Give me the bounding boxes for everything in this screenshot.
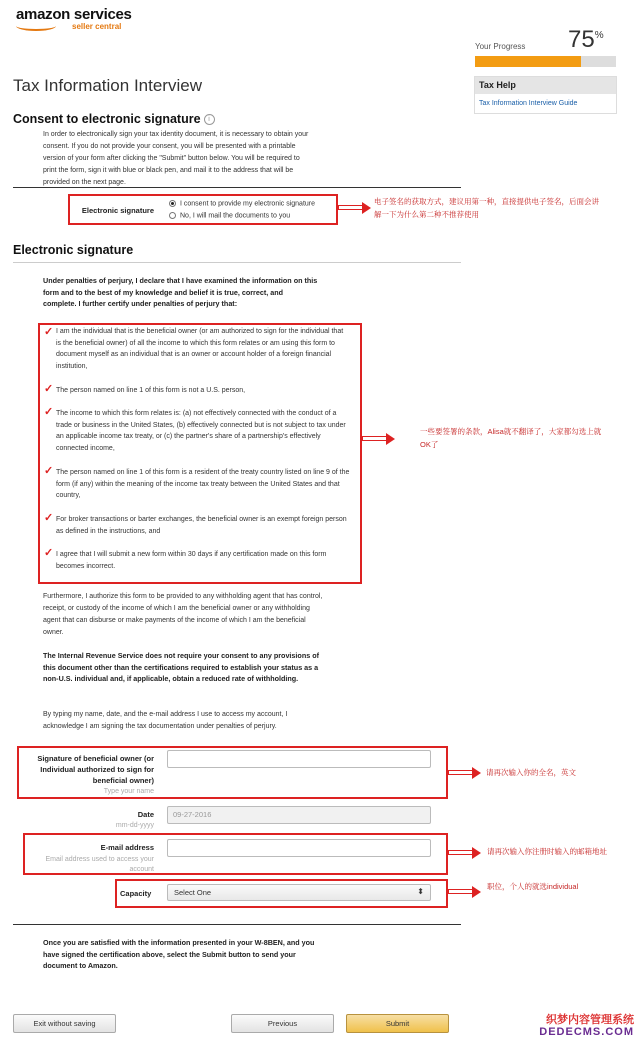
amazon-smile-icon	[16, 21, 56, 31]
tax-help-panel	[474, 76, 617, 114]
progress-bar	[475, 56, 616, 67]
authorize-text: Furthermore, I authorize this form to be provided to any withholding agent that has control, receipt, or custody of the income of which I am the beneficial owner or any withholding agent that can disburse or make payments of the income of which I am the beneficial owner.	[43, 593, 323, 636]
annotation-arrow	[362, 436, 388, 441]
certification-item: The person named on line 1 of this form is a resident of the treaty country listed on line 9 of the form (if any) within the meaning of the income tax treaty between the United States and that country,	[56, 469, 350, 499]
amazon-services-logo: amazon services	[16, 6, 132, 23]
progress-label: Your Progress	[475, 42, 526, 51]
select-arrows-icon: ⬍	[417, 887, 424, 896]
consent-heading: Consent to electronic signature i	[13, 112, 215, 126]
submit-button[interactable]: Submit	[346, 1014, 449, 1033]
divider	[13, 924, 461, 925]
annotation-email: 请再次输入你注册时输入的邮箱地址	[487, 847, 607, 856]
date-input: 09-27-2016	[167, 806, 431, 824]
radio-empty-icon[interactable]	[169, 212, 176, 219]
radio-selected-icon[interactable]	[169, 200, 176, 207]
arrow-head-icon	[472, 767, 481, 779]
email-hint: Email address used to access your account	[45, 856, 154, 873]
annotation-consent: 电子签名的获取方式，建议用第一种，直接提供电子签名，后面会讲解一下为什么第二种不推荐使用	[374, 197, 599, 219]
electronic-signature-label: Electronic signature	[81, 206, 154, 215]
annotation-arrow	[448, 889, 474, 894]
annotation-capacity: 职位，个人的就选individual	[487, 882, 579, 891]
arrow-head-icon	[362, 202, 371, 214]
certification-item: I am the individual that is the beneficial owner (or am authorized to sign for the individual that is the beneficial owner) of all the income to which this form relates or am using this form to document myself as an individual that is an owner or account holder of a foreign financial institution,	[56, 328, 344, 370]
irs-statement: The Internal Revenue Service does not require your consent to any provisions of this document other than the certifications required to establish your status as a non-U.S. individual and, if applicable, obtain a reduced rate of withholding.	[43, 651, 319, 683]
info-icon[interactable]: i	[204, 114, 215, 125]
annotation-arrow	[338, 205, 364, 210]
date-hint: mm-dd-yyyy	[115, 822, 154, 829]
email-input[interactable]	[167, 839, 431, 857]
divider	[13, 187, 461, 188]
checkbox-checked-icon[interactable]: ✓	[44, 512, 54, 524]
tax-interview-guide-link[interactable]: Tax Information Interview Guide	[479, 100, 578, 107]
checkbox-checked-icon[interactable]: ✓	[44, 406, 54, 418]
annotation-arrow	[448, 850, 474, 855]
tax-help-title: Tax Help	[475, 77, 616, 94]
typing-acknowledgment: By typing my name, date, and the e-mail address I use to access my account, I acknowledge I am signing the tax documentation under penalties of perjury.	[43, 711, 288, 730]
progress-percent: 75%	[568, 26, 604, 53]
annotation-certifications: 一些要签署的条款，Alisa就不翻译了，大家都勾选上就OK了	[420, 427, 602, 449]
perjury-statement: Under penalties of perjury, I declare that I have examined the information on this form and to the best of my knowledge and belief it is true, correct, and complete. I further certify under penalties of perjury that:	[43, 276, 318, 308]
owner-name-input[interactable]	[167, 750, 431, 768]
watermark-domain: DEDECMS.COM	[539, 1026, 634, 1038]
certification-item: I agree that I will submit a new form within 30 days if any certification made on this form becomes incorrect.	[56, 551, 327, 570]
annotation-arrow	[448, 770, 474, 775]
capacity-label: Capacity	[120, 889, 152, 898]
consent-radio-option[interactable]: I consent to provide my electronic signature	[169, 200, 315, 207]
page-title: Tax Information Interview	[13, 76, 202, 95]
certification-item: The person named on line 1 of this form is not a U.S. person,	[56, 387, 246, 394]
watermark-text: 织梦内容管理系统	[546, 1014, 634, 1026]
progress-bar-fill	[475, 56, 581, 67]
arrow-head-icon	[472, 886, 481, 898]
seller-central-label: seller central	[72, 22, 122, 31]
arrow-head-icon	[386, 433, 395, 445]
final-note: Once you are satisfied with the information presented in your W-8BEN, and you have signed the certification above, select the Submit button to send your document to Amazon.	[43, 938, 315, 970]
owner-name-hint: Type your name	[103, 788, 154, 795]
date-label: Date	[137, 810, 154, 819]
checkbox-checked-icon[interactable]: ✓	[44, 326, 54, 338]
exit-without-saving-button[interactable]: Exit without saving	[13, 1014, 116, 1033]
certification-item: For broker transactions or barter exchanges, the beneficial owner is an exempt foreign person as defined in the instructions, and	[56, 516, 347, 535]
owner-name-label: Signature of beneficial owner (or Individual authorized to sign for beneficial owner)	[37, 754, 154, 785]
email-label: E-mail address	[100, 843, 154, 852]
checkbox-checked-icon[interactable]: ✓	[44, 547, 54, 559]
certification-item: The income to which this form relates is: (a) not effectively connected with the conduct of a trade or business in the United States, (b) effectively connected but is not subject to tax under an applicable income tax treaty, or (c) the partner's share of a partnership's effectively connected income,	[56, 410, 346, 452]
arrow-head-icon	[472, 847, 481, 859]
checkbox-checked-icon[interactable]: ✓	[44, 465, 54, 477]
electronic-signature-heading: Electronic signature	[13, 243, 134, 257]
capacity-select[interactable]: Select One ⬍	[167, 884, 431, 901]
consent-text: In order to electronically sign your tax identity document, it is necessary to obtain your consent. If you do not provide your consent, you will be presented with a printable version of your form after clicking the "Submit" button below. You will be required to print the form, sign it with blue or black pen, and mail it to the address that will be provided on the next page.	[43, 131, 309, 186]
checkbox-checked-icon[interactable]: ✓	[44, 383, 54, 395]
annotation-name: 请再次输入你的全名，英文	[486, 768, 576, 777]
divider	[13, 262, 461, 263]
previous-button[interactable]: Previous	[231, 1014, 334, 1033]
mail-radio-option[interactable]: No, I will mail the documents to you	[169, 212, 290, 219]
